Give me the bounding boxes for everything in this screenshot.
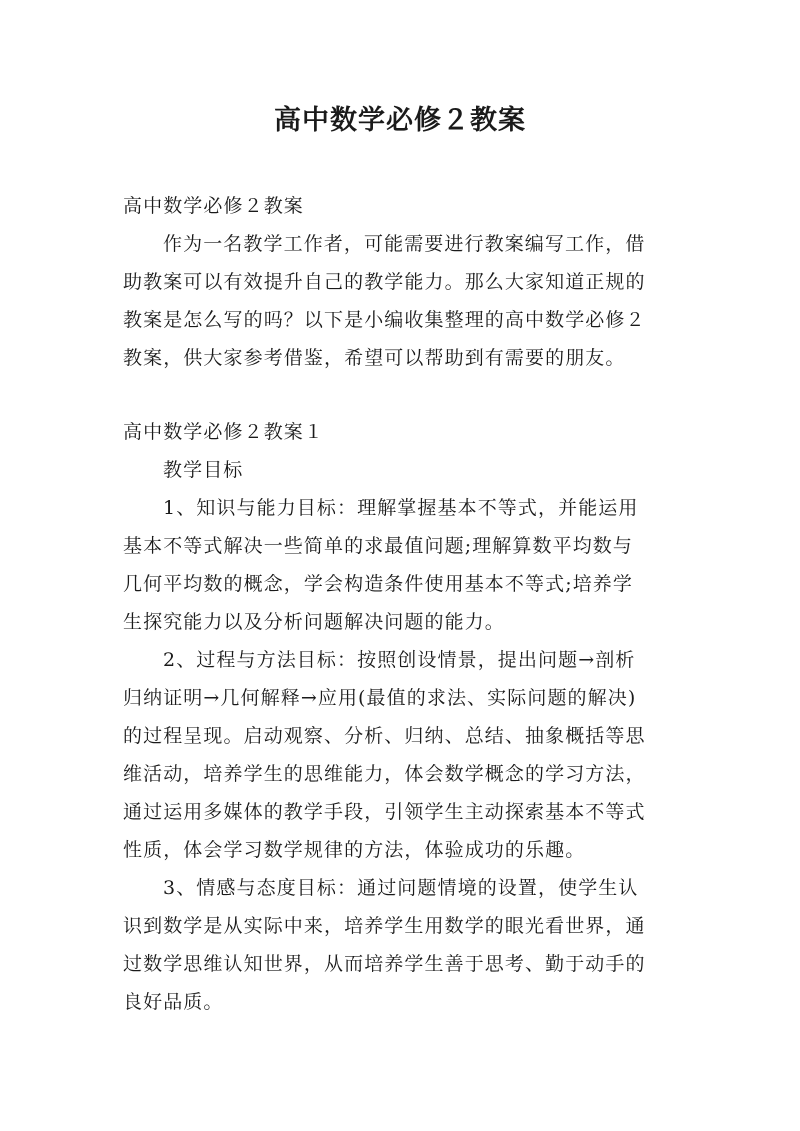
intro-section xyxy=(123,187,683,377)
goal-2-line-1: 2、过程与方法目标：按照创设情景，提出问题→剖析 xyxy=(163,649,636,671)
goal-2-line-3: 的过程呈现。启动观察、分析、归纳、总结、抽象概括等思 xyxy=(123,725,646,747)
section-1 xyxy=(123,413,683,1021)
goal-3-line-4: 良好品质。 xyxy=(123,991,224,1013)
goal-3-line-3: 过数学思维认知世界，从而培养学生善于思考、勤于动手的 xyxy=(123,953,646,975)
goal-2-line-2: 归纳证明→几何解释→应用(最值的求法、实际问题的解决) xyxy=(123,687,637,709)
goal-1-line-4: 生探究能力以及分析问题解决问题的能力。 xyxy=(123,611,505,633)
goal-3-line-2: 识到数学是从实际中来，培养学生用数学的眼光看世界，通 xyxy=(123,915,646,937)
document-title: 高中数学必修２教案 xyxy=(274,105,526,136)
intro-line-2: 助教案可以有效提升自己的教学能力。那么大家知道正规的 xyxy=(123,271,646,293)
goal-1-line-3: 几何平均数的概念，学会构造条件使用基本不等式;培养学 xyxy=(123,573,634,595)
intro-heading: 高中数学必修２教案 xyxy=(123,195,304,217)
intro-line-1: 作为一名教学工作者，可能需要进行教案编写工作，借 xyxy=(163,233,646,255)
section-1-heading: 高中数学必修２教案１ xyxy=(123,421,325,443)
goal-2-line-6: 性质，体会学习数学规律的方法，体验成功的乐趣。 xyxy=(123,839,586,861)
intro-line-4: 教案，供大家参考借鉴，希望可以帮助到有需要的朋友。 xyxy=(123,347,626,369)
intro-line-3: 教案是怎么写的吗？以下是小编收集整理的高中数学必修２ xyxy=(123,309,646,331)
goal-2-line-5: 通过运用多媒体的教学手段，引领学生主动探索基本不等式 xyxy=(123,801,646,823)
goal-1-line-1: 1、知识与能力目标：理解掌握基本不等式，并能运用 xyxy=(163,497,639,519)
goal-3-line-1: 3、情感与态度目标：通过问题情境的设置，使学生认 xyxy=(163,877,639,899)
goal-1-line-2: 基本不等式解决一些简单的求最值问题;理解算数平均数与 xyxy=(123,535,634,557)
teaching-goals-heading: 教学目标 xyxy=(163,459,244,481)
goal-2-line-4: 维活动，培养学生的思维能力，体会数学概念的学习方法， xyxy=(123,763,646,785)
